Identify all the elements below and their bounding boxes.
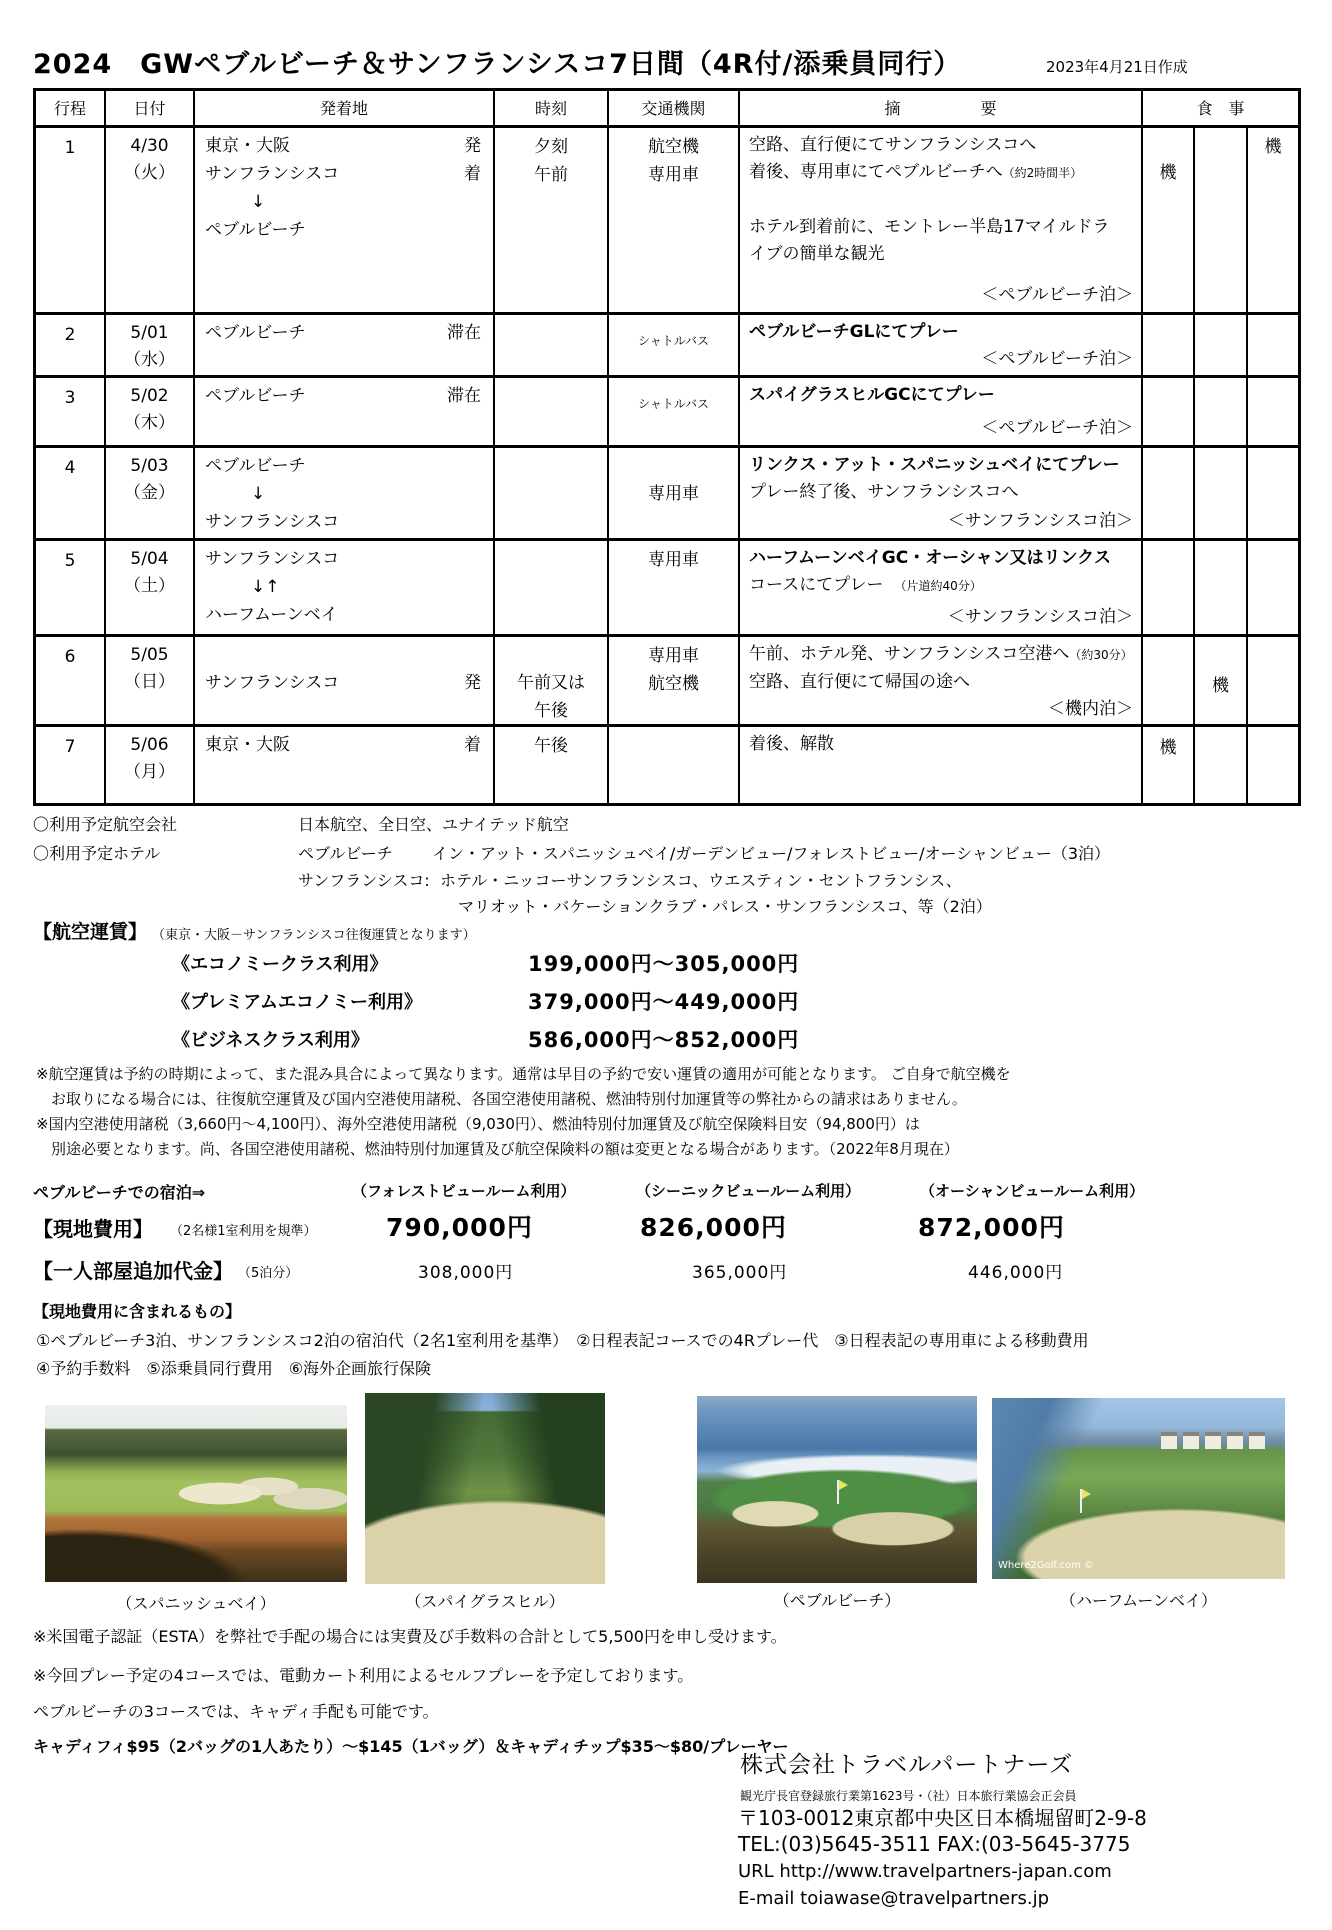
meal-mark: 機 <box>1264 137 1282 157</box>
airfare-note-line: ※国内空港使用諸税（3,660円～4,100円）、海外空港使用諸税（9,030円）、燃油特別付加運賃及び航空保険料目安（94,800円）は <box>36 1115 920 1133</box>
depart-label: 発 <box>464 136 481 156</box>
summary-line: ハーフムーンベイGC・オーシャン又はリンクス <box>749 548 1112 568</box>
summary-text: 着後、専用車にてペブルビーチへ <box>749 162 1003 182</box>
meal-lunch <box>1195 541 1248 637</box>
house-icon <box>1249 1432 1265 1449</box>
included-line: ④予約手数料 ⑤添乗員同行費用 ⑥海外企画旅行保険 <box>36 1359 432 1378</box>
places-cell <box>195 128 495 315</box>
fare-class-label: 《プレミアムエコノミー利用》 <box>172 992 423 1013</box>
overnight-stay: ＜ペブルビーチ泊＞ <box>981 285 1133 305</box>
house-icon <box>1161 1432 1177 1449</box>
transport-line: 専用車 <box>648 484 699 504</box>
meal-breakfast <box>1143 541 1195 637</box>
stay-label: 滞在 <box>447 323 481 343</box>
places-cell <box>195 315 495 378</box>
airfare-note-line: 別途必要となります。尚、各国空港使用諸税、燃油特別付加運賃及び航空保険料の額は変更となる場合があります。（2022年8月現在） <box>36 1140 959 1158</box>
airline-value: 日本航空、全日空、ユナイテッド航空 <box>298 815 569 834</box>
date-weekday: （木） <box>124 413 175 433</box>
col-header-place: 発着地 <box>195 91 495 128</box>
places-cell <box>195 727 495 803</box>
col-header-meals: 食 事 <box>1143 91 1298 128</box>
place: サンフランシスコ <box>205 164 340 184</box>
day-date <box>106 128 195 315</box>
day-date <box>106 541 195 637</box>
day-number: 2 <box>36 315 106 378</box>
transport-cell <box>609 637 740 727</box>
single-room-label: 【一人部屋追加代金】 <box>33 1259 233 1283</box>
transport-cell <box>609 128 740 315</box>
fare-price: 199,000円～305,000円 <box>528 952 800 976</box>
down-arrow-icon: ↓ <box>251 192 266 212</box>
room-type-header: （フォレストビュールーム利用） <box>352 1182 576 1200</box>
photo-half-moon-bay <box>992 1398 1285 1579</box>
local-cost-price: 826,000円 <box>640 1213 787 1242</box>
places-cell <box>195 637 495 727</box>
summary-note: （約30分） <box>1069 648 1133 662</box>
place: 東京・大阪 <box>205 735 290 755</box>
hotel-place-pebble: ペブルビーチ <box>298 844 393 863</box>
place: ペブルビーチ <box>205 386 306 406</box>
overnight-stay: ＜ペブルビーチ泊＞ <box>981 418 1133 438</box>
meal-dinner <box>1248 637 1298 727</box>
date-weekday: （日） <box>124 672 175 692</box>
hotel-place-sf: サンフランシスコ: <box>298 871 430 890</box>
date-weekday: （土） <box>124 576 175 596</box>
meal-breakfast <box>1143 378 1195 448</box>
time-line: 午後 <box>534 701 568 721</box>
place: ハーフムーンベイ <box>205 605 338 625</box>
transport-cell <box>609 315 740 378</box>
transport-line: 専用車 <box>648 550 699 570</box>
fare-class-label: 《エコノミークラス利用》 <box>172 954 388 975</box>
hotel-value-pebble: イン・アット・スパニッシュベイ/ガーデンビュー/フォレストビュー/オーシャンビュー（3泊） <box>432 844 1111 863</box>
time-cell <box>495 128 609 315</box>
meal-dinner <box>1248 315 1298 378</box>
transport-cell <box>609 378 740 448</box>
date-value: 4/30 <box>130 136 169 156</box>
places-cell <box>195 448 495 541</box>
transport-line: 航空機 <box>648 674 699 694</box>
flag-icon <box>1080 1489 1082 1513</box>
transport-cell <box>609 727 740 803</box>
summary-line: スパイグラスヒルGCにてプレー <box>749 385 995 405</box>
col-header-time: 時刻 <box>495 91 609 128</box>
created-date: 2023年4月21日作成 <box>1046 58 1188 76</box>
meal-dinner <box>1248 448 1298 541</box>
summary-line <box>749 572 1135 600</box>
hotel-value-sf: ホテル・ニッコーサンフランシスコ、ウエスティン・セントフランシス、 <box>440 871 962 890</box>
airfare-note-line: お取りになる場合には、往復航空運賃及び国内空港使用諸税、各国空港使用諸税、燃油特別付加運賃等の弊社からの請求はありません。 <box>36 1090 967 1108</box>
fare-price: 586,000円～852,000円 <box>528 1028 800 1052</box>
company-name: 株式会社トラベルパートナーズ <box>740 1752 1074 1778</box>
places-cell <box>195 541 495 637</box>
time-cell <box>495 541 609 637</box>
place: サンフランシスコ <box>205 512 340 532</box>
day-number: 7 <box>36 727 106 803</box>
summary-line <box>749 641 1135 669</box>
place: 東京・大阪 <box>205 136 290 156</box>
itinerary-table <box>33 88 1301 806</box>
meal-breakfast <box>1143 637 1195 727</box>
overnight-stay: ＜ペブルビーチ泊＞ <box>981 349 1133 369</box>
summary-text: 午前、ホテル発、サンフランシスコ空港へ <box>749 644 1070 664</box>
places-cell <box>195 378 495 448</box>
date-weekday: （火） <box>124 163 175 183</box>
transport-cell <box>609 448 740 541</box>
day-number: 5 <box>36 541 106 637</box>
summary-line: イブの簡単な観光 <box>749 244 885 264</box>
transport-line: 専用車 <box>648 646 699 666</box>
airfare-note-line: ※航空運賃は予約の時期によって、また混み具合によって異なります。通常は早目の予約で安い運賃の適用が可能となります。 ご自身で航空機を <box>36 1065 1011 1083</box>
meal-breakfast <box>1143 448 1195 541</box>
meal-mark: 機 <box>1212 676 1229 696</box>
caddy-fee-note: キャディフィ$95（2バッグの1人あたり）～$145（1バッグ）＆キャディチップ$35～$80/プレーヤー <box>33 1737 789 1756</box>
lodging-lead: ペブルビーチでの宿泊⇒ <box>33 1183 206 1202</box>
photo-caption: （ペブルビーチ） <box>773 1591 901 1610</box>
meal-breakfast <box>1143 727 1195 803</box>
summary-line: ホテル到着前に、モントレー半島17マイルドラ <box>749 217 1110 237</box>
transport-line: シャトルバス <box>638 397 709 411</box>
local-cost-price: 790,000円 <box>386 1213 533 1242</box>
time-cell <box>495 448 609 541</box>
summary-note: （約2時間半） <box>1002 166 1083 180</box>
stay-label: 滞在 <box>447 386 481 406</box>
day-number: 1 <box>36 128 106 315</box>
meal-mark: 機 <box>1159 163 1177 183</box>
local-cost-note: （2名様1室利用を規準） <box>170 1224 317 1239</box>
selfplay-note: ※今回プレー予定の4コースでは、電動カート利用によるセルフプレーを予定しております。 <box>33 1666 694 1685</box>
summary-note: （片道約40分） <box>900 579 982 593</box>
meal-breakfast <box>1143 128 1195 315</box>
meal-mark: 機 <box>1159 738 1177 758</box>
time-line: 午前 <box>534 165 568 185</box>
houses-row <box>1161 1432 1265 1449</box>
summary-line: プレー終了後、サンフランシスコへ <box>749 482 1019 502</box>
day-date <box>106 637 195 727</box>
meal-lunch <box>1195 727 1248 803</box>
company-telfax: TEL:(03)5645-3511 FAX:(03-5645-3775 <box>738 1832 1131 1856</box>
company-registration: 観光庁長官登録旅行業第1623号・（社）日本旅行業協会正会員 <box>740 1789 1077 1803</box>
page-title: 2024 GWペブルビーチ＆サンフランシスコ7日間（4R付/添乗員同行） <box>33 49 962 80</box>
col-header-date: 日付 <box>106 91 195 128</box>
single-room-price: 446,000円 <box>968 1263 1064 1283</box>
time-cell <box>495 378 609 448</box>
airfare-subtitle: （東京・大阪－サンフランシスコ往復運賃となります） <box>152 928 476 943</box>
col-header-summary: 摘 要 <box>740 91 1143 128</box>
single-room-price: 365,000円 <box>692 1263 788 1283</box>
summary-cell <box>740 378 1143 448</box>
single-room-price: 308,000円 <box>418 1263 514 1283</box>
meal-dinner <box>1248 541 1298 637</box>
place: ペブルビーチ <box>205 456 306 476</box>
arrive-label: 着 <box>464 735 481 755</box>
company-email: E-mail toiawase@travelpartners.jp <box>738 1888 1050 1909</box>
local-cost-price: 872,000円 <box>918 1213 1065 1242</box>
down-arrow-icon: ↓ <box>251 484 266 504</box>
day-date <box>106 378 195 448</box>
airline-label: 〇利用予定航空会社 <box>33 815 178 834</box>
place: サンフランシスコ <box>205 549 340 569</box>
day-date <box>106 448 195 541</box>
hotel-label: 〇利用予定ホテル <box>33 844 161 863</box>
summary-line <box>749 159 1135 187</box>
meal-breakfast <box>1143 315 1195 378</box>
meal-lunch <box>1195 128 1248 315</box>
summary-cell <box>740 448 1143 541</box>
date-value: 5/01 <box>130 323 169 343</box>
date-weekday: （金） <box>124 483 175 503</box>
company-url: URL http://www.travelpartners-japan.com <box>738 1861 1112 1882</box>
summary-cell <box>740 315 1143 378</box>
col-header-itinerary: 行程 <box>36 91 106 128</box>
time-line: 夕刻 <box>534 137 568 157</box>
summary-line: リンクス・アット・スパニッシュベイにてプレー <box>749 455 1120 475</box>
time-line: 午後 <box>534 736 568 756</box>
single-room-note: （5泊分） <box>238 1266 299 1281</box>
day-date <box>106 727 195 803</box>
summary-line: 空路、直行便にて帰国の途へ <box>749 672 970 692</box>
caddy-note: ペブルビーチの3コースでは、キャディ手配も可能です。 <box>33 1702 439 1721</box>
photo-caption: （スパイグラスヒル） <box>405 1592 565 1611</box>
hotel-value-sf-2: マリオット・バケーションクラブ・パレス・サンフランシスコ、等（2泊） <box>458 897 992 916</box>
time-line: 午前又は <box>517 673 585 693</box>
date-weekday: （水） <box>124 350 175 370</box>
house-icon <box>1227 1432 1243 1449</box>
meal-lunch <box>1195 378 1248 448</box>
overnight-stay: ＜サンフランシスコ泊＞ <box>947 607 1133 627</box>
house-icon <box>1183 1432 1199 1449</box>
summary-line: 着後、解散 <box>749 734 834 754</box>
meal-lunch <box>1195 315 1248 378</box>
date-value: 5/02 <box>130 386 169 406</box>
meal-lunch <box>1195 448 1248 541</box>
airfare-title: 【航空運賃】 <box>33 921 148 943</box>
day-number: 4 <box>36 448 106 541</box>
fare-class-label: 《ビジネスクラス利用》 <box>172 1030 369 1051</box>
summary-line: 空路、直行便にてサンフランシスコへ <box>749 135 1037 155</box>
esta-note: ※米国電子認証（ESTA）を弊社で手配の場合には実費及び手数料の合計として5,500円を申し受けます。 <box>33 1627 787 1646</box>
summary-cell <box>740 637 1143 727</box>
col-header-transport: 交通機関 <box>609 91 740 128</box>
transport-cell <box>609 541 740 637</box>
fare-price: 379,000円～449,000円 <box>528 990 800 1014</box>
summary-line: ペブルビーチGLにてプレー <box>749 322 959 342</box>
day-date <box>106 315 195 378</box>
company-address: 〒103-0012東京都中央区日本橋堀留町2-9-8 <box>738 1806 1147 1830</box>
photo-watermark: Where2Golf.com © <box>998 1560 1094 1571</box>
meal-lunch <box>1195 637 1248 727</box>
date-value: 5/05 <box>130 645 169 665</box>
date-value: 5/04 <box>130 549 169 569</box>
place: ペブルビーチ <box>205 323 306 343</box>
day-number: 6 <box>36 637 106 727</box>
local-cost-label: 【現地費用】 <box>33 1217 153 1241</box>
photo-pebble-beach <box>697 1396 977 1583</box>
photo-spyglass-hill <box>365 1393 605 1584</box>
overnight-stay: ＜サンフランシスコ泊＞ <box>947 511 1133 531</box>
photo-caption: （スパニッシュベイ） <box>116 1594 276 1613</box>
house-icon <box>1205 1432 1221 1449</box>
day-number: 3 <box>36 378 106 448</box>
summary-cell <box>740 128 1143 315</box>
photo-caption: （ハーフムーンベイ） <box>1060 1591 1217 1610</box>
date-weekday: （月） <box>124 762 175 782</box>
meal-dinner <box>1248 727 1298 803</box>
place: サンフランシスコ <box>205 673 340 693</box>
photo-spanish-bay <box>45 1405 347 1582</box>
time-cell <box>495 637 609 727</box>
date-value: 5/06 <box>130 735 169 755</box>
depart-label: 発 <box>464 673 481 693</box>
time-cell <box>495 315 609 378</box>
room-type-header: （オーシャンビュールーム利用） <box>920 1182 1145 1200</box>
summary-text: コースにてプレー <box>749 575 884 595</box>
included-line: ①ペブルビーチ3泊、サンフランシスコ2泊の宿泊代（2名1室利用を基準） ②日程表記コースでの4Rプレー代 ③日程表記の専用車による移動費用 <box>36 1331 1089 1350</box>
transport-line: シャトルバス <box>638 334 709 348</box>
place: ペブルビーチ <box>205 220 306 240</box>
summary-cell <box>740 541 1143 637</box>
overnight-stay: ＜機内泊＞ <box>1048 699 1133 719</box>
transport-line: 航空機 <box>648 137 699 157</box>
date-value: 5/03 <box>130 456 169 476</box>
round-trip-arrow-icon: ↓↑ <box>251 577 280 597</box>
included-title: 【現地費用に含まれるもの】 <box>33 1302 242 1321</box>
meal-dinner <box>1248 378 1298 448</box>
meal-dinner <box>1248 128 1298 315</box>
time-cell <box>495 727 609 803</box>
summary-cell <box>740 727 1143 803</box>
transport-line: 専用車 <box>648 165 699 185</box>
arrive-label: 着 <box>464 164 481 184</box>
flag-icon <box>837 1480 839 1504</box>
room-type-header: （シーニックビュールーム利用） <box>636 1182 861 1200</box>
